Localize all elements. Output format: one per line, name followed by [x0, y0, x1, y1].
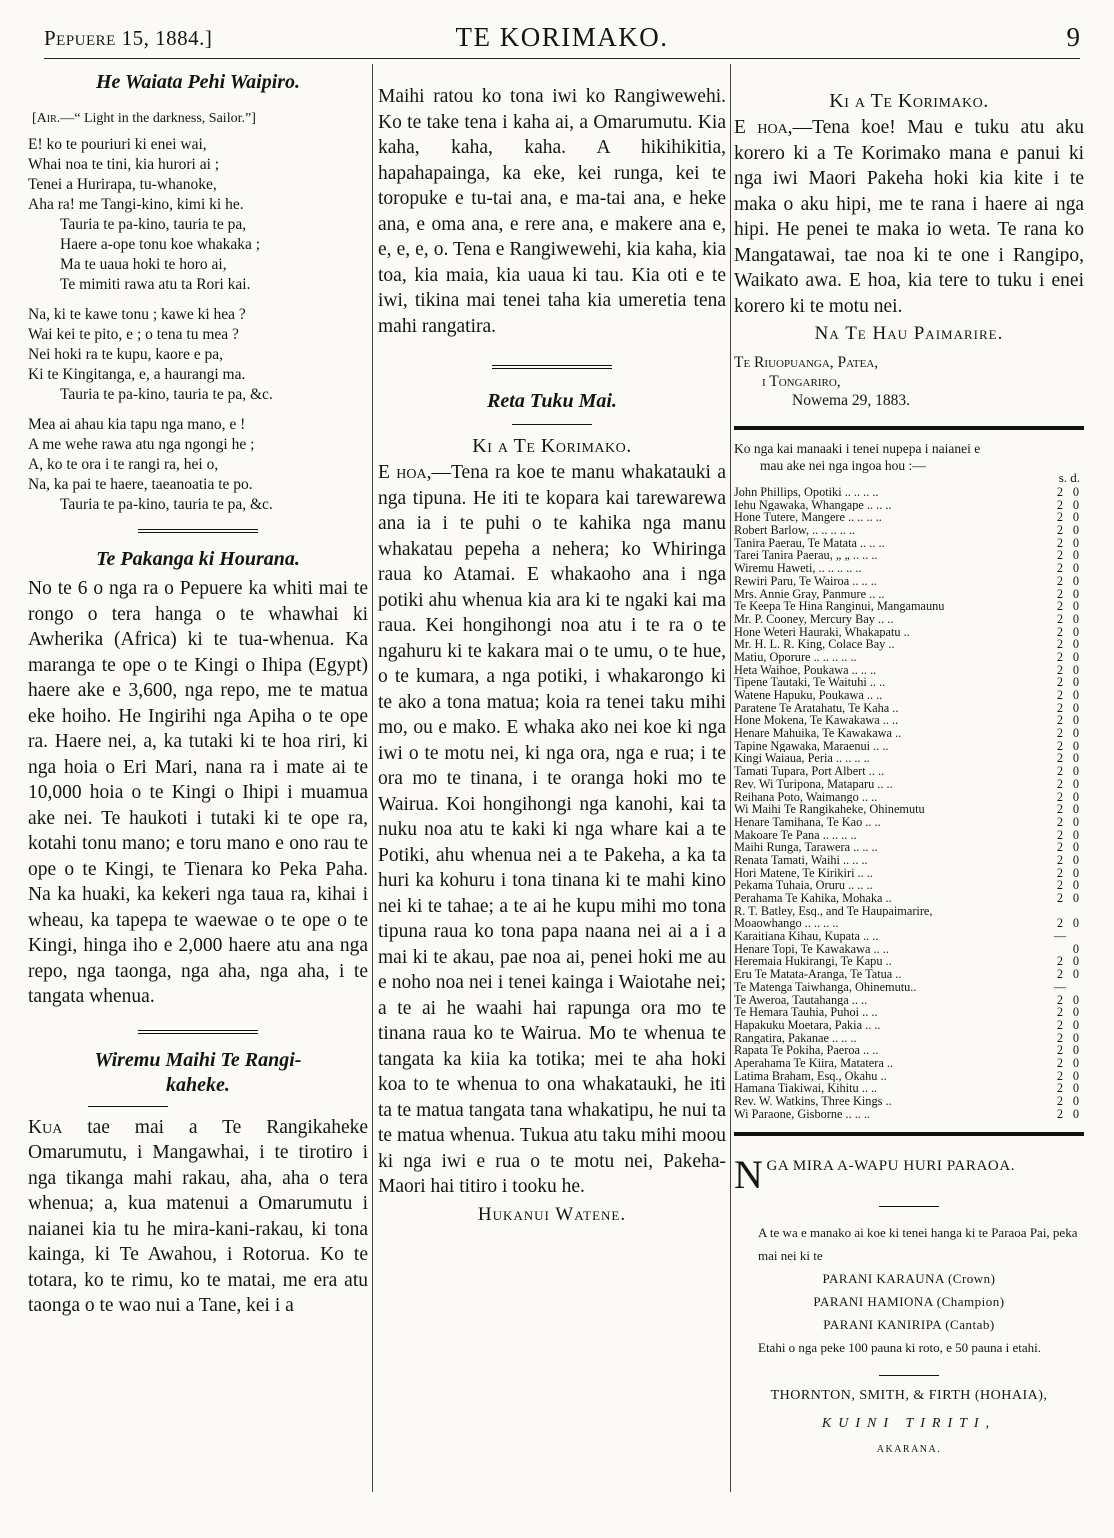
section-rule: [879, 1375, 939, 1376]
pence: 0: [1072, 1055, 1080, 1070]
reta-lead: E hoa,: [378, 462, 432, 483]
address-line-1: Te Riuopuanga, Patea,: [734, 354, 879, 371]
ad-title: [734, 1152, 1084, 1198]
subscriber-row: [734, 511, 1084, 524]
section-rule: [88, 1106, 168, 1107]
wiremu-text-part-1: [28, 1115, 368, 1319]
intro-line-2: mau ake nei nga ingoa hou :—: [760, 458, 926, 473]
verse-line: Mea ai ahau kia tapu nga mano, e !: [28, 416, 246, 433]
intro-line-1: Ko nga kai manaaki i tenei nupepa i naianei e: [734, 441, 981, 456]
pence: 0: [1072, 1106, 1080, 1121]
waiata-title: He Waiata Pehi Waipiro.: [95, 71, 301, 93]
subscriber-name: Latima Braham, Esq., Okahu ..: [734, 1069, 887, 1083]
subscriber-row: [734, 626, 1084, 639]
ad-title-initial: N: [734, 1152, 764, 1198]
shillings: 2: [1056, 1030, 1064, 1045]
subscriber-row: [734, 803, 1084, 816]
verse-line: Wai kei te pito, e ; o tena tu mea ?: [28, 326, 239, 343]
subscriber-name: Maihi Runga, Tarawera .. .. ..: [734, 841, 878, 854]
shillings: 2: [1056, 586, 1064, 601]
ad-city: AKARANA.: [876, 1444, 942, 1456]
header-date: Pepuere 15, 1884.]: [44, 26, 213, 50]
pence: 0: [1072, 814, 1080, 829]
subscriber-name: Wi Paraone, Gisborne .. .. ..: [734, 1107, 871, 1121]
pence: 0: [1072, 1043, 1080, 1058]
reta-signature: Hukanui Watene.: [477, 1203, 627, 1225]
subscriber-row: [734, 981, 1084, 994]
subscriber-row: [734, 968, 1084, 981]
subscriber-row: [734, 892, 1084, 905]
subscriber-name: Rewiri Paru, Te Wairoa .. .. ..: [734, 574, 877, 588]
section-rule: [734, 426, 1084, 430]
verse-line: Whai noa te tini, kia hurori ai ;: [28, 156, 220, 173]
pence: 0: [1072, 827, 1080, 842]
shillings: 2: [1056, 573, 1064, 588]
pence: 0: [1072, 662, 1080, 677]
waiata-verses: [28, 135, 368, 515]
subscriber-row: [734, 791, 1084, 804]
verse-stanza: [28, 305, 368, 405]
pence: 0: [1072, 1094, 1080, 1108]
subscriber-name: Tapine Ngawaka, Maraenui .. ..: [734, 739, 889, 753]
shillings: 2: [1056, 1081, 1064, 1096]
pence: 0: [1072, 1005, 1080, 1020]
subscriber-row: [734, 575, 1084, 588]
subscriber-row: [734, 537, 1084, 550]
subscriber-name: Hori Matene, Te Kirikiri .. ..: [734, 866, 873, 880]
shillings: 2: [1056, 992, 1064, 1007]
shillings: 2: [1056, 637, 1064, 652]
subscriber-row: [734, 613, 1084, 626]
pence: 0: [1072, 840, 1080, 855]
ad-title-text: GA MIRA A-WAPU HURI PARAOA.: [766, 1158, 1016, 1175]
subscriber-row: [734, 917, 1084, 930]
section-rule: [879, 1206, 939, 1207]
pence: 0: [1072, 548, 1080, 563]
subscriber-name: Wi Maihi Te Rangikaheke, Ohinemutu: [734, 803, 925, 816]
subscriber-name: Hone Mokena, Te Kawakawa .. ..: [734, 714, 899, 728]
pence: 0: [1072, 1081, 1080, 1096]
subscriber-row: [734, 740, 1084, 753]
pence: 0: [1072, 802, 1080, 817]
subscriber-name: Mr. H. L. R. King, Colace Bay ..: [734, 638, 895, 651]
reta-body: —Tena ra koe te manu whakatauki a nga tipuna. He iti te kopara kai tarewarewa ana ia i te puhi o te kahika nga manu whakatau pepeha a nehera; ko Whiringa raua ko Atamai. E whakaoho ana i nga potiki ahu whenua kia ara ki te ngaki kai ma raua. Kei hongihongi noa atu i te ra o te ngahuru ki te kakara mai o te umu, o te hue, o te kumara, a nga potiki, i whakarongo ki te ako a tona matua; koia ra tenei taku mihi mo, ou e mako. E whaka ako nei koe ki nga iwi o te motu nei, ki nga ora, nga e rua; i te ora mo te tinana, i te oranga hoki mo te Wairua. Koi hongihongi nga kanohi, kai ta nuku noa atu te kaki ki nga whare kai a te Potiki, ahu whenua nei a te Pakeha, a ka ta huri ka kohuru i tona tinana ki te mahi kino nei ki te tahae; a te ai he kupu mihi mo tona tipuna raua ko tona papa naana nei ai a i a mai ki te akau, pae noa ai, penei hoki me au e noho noa nei i tenei kainga i Waiotahe nei; a te ai he waahi hai rapunga ora mo te tinana raua ko te Wairua. Mo te whenua te tangata ka kiia ka totika; mei te aha hoki koa to te whenua to ona whakatauki, he iti ta te matua tangata tana whakatipu, he nui ta te matua whenua. Tukua atu taku mihi moou ki nga iwi e rua o te motu nei, Pakeha-Maori hai titiro i tooku he.: [378, 462, 726, 1197]
subscriber-name: Mr. P. Cooney, Mercury Bay .. ..: [734, 612, 894, 626]
subscriber-name: Perahama Te Kahika, Mohaka ..: [734, 892, 892, 905]
subscriber-row: [734, 841, 1084, 854]
subscriber-row: [734, 1095, 1084, 1108]
subscriber-name: Karaitiana Kihau, Kupata .. ..: [734, 930, 879, 943]
verse-line: A, ko te ora i te rangi ra, hei o,: [28, 456, 219, 473]
subscriber-name: Eru Te Matata-Aranga, Te Tatua ..: [734, 968, 902, 981]
page-number: 9: [1066, 22, 1080, 52]
chorus-line: Tauria te pa-kino, tauria te pa, &c.: [60, 386, 273, 403]
pence: 0: [1072, 878, 1080, 893]
shillings: 2: [1056, 764, 1064, 779]
subscriber-row: [734, 905, 1084, 918]
subscriber-name: Hone Tutere, Mangere .. .. .. ..: [734, 511, 882, 525]
subscriber-name: Tarei Tanira Paerau, „ „ .. .. ..: [734, 549, 878, 563]
verse-line: A me wehe rawa atu nga ngongi he ;: [28, 436, 255, 453]
subscriber-name: R. T. Batley, Esq., and Te Haupaimarire,: [734, 904, 933, 918]
pence: 0: [1072, 776, 1080, 791]
letter2-address: [734, 353, 1084, 410]
shillings: 2: [1056, 865, 1064, 880]
brand-crown: PARANI KARAUNA (Crown): [822, 1271, 996, 1287]
ad-paragraph-1: A te wa e manako ai koe ki tenei hanga ki te Paraoa Pai, peka mai nei ki te: [758, 1225, 1078, 1264]
subscriber-row: [734, 1057, 1084, 1070]
subscriber-row: [734, 1082, 1084, 1095]
shillings: 2: [1056, 497, 1064, 512]
pence: 0: [1072, 967, 1080, 982]
pence: [1068, 981, 1084, 994]
subscriber-row: [734, 638, 1084, 651]
shillings: 2: [1056, 662, 1064, 677]
subscriber-name: Kingi Waiaua, Peria .. .. .. ..: [734, 752, 870, 766]
shillings: 2: [1056, 700, 1064, 715]
pence: 0: [1072, 954, 1080, 969]
subscriber-name: Makoare Te Pana .. .. .. ..: [734, 828, 857, 842]
subscriber-name: Henare Topi, Te Kawakawa .. ..: [734, 942, 889, 956]
subscriber-row: [734, 955, 1084, 968]
wiremu-title-line-1: Wiremu Maihi Te Rangi-: [94, 1048, 302, 1071]
subscriber-name: Renata Tamati, Waihi .. .. ..: [734, 853, 868, 867]
subscriber-name: Te Keepa Te Hina Ranginui, Mangamaunu: [734, 600, 945, 613]
brand-champion: PARANI HAMIONA (Champion): [813, 1294, 1005, 1310]
subscriber-row: [734, 1070, 1084, 1083]
shillings: 2: [1056, 649, 1064, 664]
pence: 0: [1072, 649, 1080, 664]
pakanga-title: Te Pakanga ki Hourana.: [96, 548, 300, 570]
subscriber-row: [734, 879, 1084, 892]
subscriber-row: [734, 1044, 1084, 1057]
subscriber-name: Aperahama Te Kiira, Matatera ..: [734, 1056, 894, 1070]
reta-text: [378, 460, 726, 1200]
flour-advertisement: [734, 1152, 1084, 1456]
shillings: 2: [1056, 548, 1064, 563]
letter2-body: —Tena koe! Mau e tuku atu aku korero ki a Te Korimako mana e panui ki nga iwi Maori Pakeha hoki kia kite i te maka o aku hipi, me te rana i haere ai nga hipi. He penei te maka io weta. Te rana ko Mangatawai, tae noa ki te one i Rangipo, Waikato awa. E hoa, kia tere to tuku i enei korero ki te motu nei.: [734, 117, 1084, 317]
pence: 0: [1072, 852, 1080, 867]
shillings: 2: [1056, 675, 1064, 690]
subscriber-name: Iehu Ngawaka, Whangape .. .. ..: [734, 498, 892, 512]
shillings: 2: [1056, 1043, 1064, 1058]
verse-line: Aha ra! me Tangi-kino, kimi ki he.: [28, 196, 244, 213]
subscriber-name: Heremaia Hukirangi, Te Kapu ..: [734, 955, 892, 969]
subscriber-name: Hapakuku Moetara, Pakia .. ..: [734, 1018, 881, 1032]
subscriber-name: Hamana Tiakiwai, Kihitu .. ..: [734, 1082, 878, 1095]
subscriber-name: Wiremu Haweti, .. .. .. .. ..: [734, 562, 862, 575]
pakanga-text: No te 6 o nga ra o Pepuere ka whiti mai te rongo o tera hanga o te whawhai ki Awherika (Africa) ki te tua-whenua. Ka maranga te ope o te Kingi o Ihipa (Egypt) haere ake e 3,600, nga repo, me te matua eke hoiho. He Ingirihi nga Apiha o te ope ra. Haere nei, a, ka tutaki ki te hoa riri, ki nga hoia o Eri Mari, nana ra i mate ai te 10,000 hoia o te Kingi o Ihipi i muamua ake nei. Te haukoti i tutaki ki te ope ra, kotahi tonu mano; e toru mano e ono rau te ope o te Kingi, te Tienara ko Peka Paha. Na ka huaki, ka kekeri nga taua ra, kihai i wheau, ka tapepa te waewae o te ope o te Kingi, hinga iho e 2,000 haere atu ana nga repo, nga taonga, nga aha, nga aha, i te tangata whenua.: [28, 578, 368, 1007]
pence: 0: [1072, 700, 1080, 715]
subscriber-name: Paratene Te Aratahatu, Te Kaha ..: [734, 701, 899, 715]
subscriber-name: Robert Barlow, .. .. .. .. ..: [734, 524, 856, 537]
reta-salutation: Ki a Te Korimako.: [472, 435, 632, 457]
air-text: “ Light in the darkness, Sailor.”]: [74, 111, 256, 126]
ad-paragraph-2: Etahi o nga peke 100 pauna ki roto, e 50 pauna i etahi.: [758, 1340, 1042, 1356]
subscriber-row: [734, 524, 1084, 537]
subscriber-row: [734, 816, 1084, 829]
verse-line: E! ko te pouriuri ki enei wai,: [28, 136, 207, 153]
subscriber-row: [734, 752, 1084, 765]
letter2-text: [734, 115, 1084, 319]
pence: 0: [1072, 1030, 1080, 1045]
subscriber-name: Watene Hapuku, Poukawa .. ..: [734, 689, 883, 702]
header-rule: [44, 58, 1080, 59]
wiremu-title: [28, 1048, 368, 1098]
shillings: 2: [1056, 916, 1064, 931]
pence: 0: [1072, 675, 1080, 690]
subscriber-row: [734, 714, 1084, 727]
subscriber-row: [734, 600, 1084, 613]
pence: 0: [1072, 688, 1080, 702]
subscriber-row: [734, 1032, 1084, 1045]
subscriber-name: Matiu, Oporure .. .. .. .. ..: [734, 650, 857, 664]
chorus-line: Te mimiti rawa atu ta Rori kai.: [60, 276, 251, 293]
verse-line: Na, ka pai te haere, taeanoatia te po.: [28, 476, 253, 493]
subscriber-row: [734, 854, 1084, 867]
pence: 0: [1072, 573, 1080, 588]
letter2-signature: Na Te Hau Paimarire.: [814, 323, 1004, 344]
subscriber-name: Rev. Wi Turipona, Mataparu .. ..: [734, 777, 893, 791]
verse-line: Tenei a Hurirapa, tu-whanoke,: [28, 176, 217, 193]
section-separator: [138, 529, 258, 535]
column-3: [734, 86, 1084, 1536]
subscriber-name: Rapata Te Pokiha, Paeroa .. ..: [734, 1044, 879, 1057]
pence: 0: [1072, 941, 1080, 956]
pence: 0: [1072, 764, 1080, 779]
subscribers-intro: [734, 440, 1084, 474]
shillings: 2: [1056, 1017, 1064, 1032]
subscriber-name: Te Matenga Taiwhanga, Ohinemutu..: [734, 980, 917, 994]
letter2-salutation: Ki a Te Korimako.: [829, 90, 989, 112]
subscriber-row: [734, 549, 1084, 562]
section-separator: [492, 365, 612, 371]
shillings: 2: [1056, 954, 1064, 969]
subscriber-row: [734, 664, 1084, 677]
subscriber-row: [734, 689, 1084, 702]
shillings: 2: [1056, 688, 1064, 702]
subscriber-row: [734, 930, 1084, 943]
subscriber-list: [734, 486, 1084, 1120]
pence: 0: [1072, 535, 1080, 550]
section-separator: [138, 1030, 258, 1036]
shillings: 2: [1056, 878, 1064, 893]
subscriber-row: [734, 486, 1084, 499]
subscriber-row: [734, 702, 1084, 715]
shillings: 2: [1056, 485, 1064, 499]
pence: 0: [1072, 599, 1080, 614]
subscriber-row: [734, 588, 1084, 601]
chorus-line: Tauria te pa-kino, tauria te pa,: [60, 216, 247, 233]
pence: 0: [1072, 751, 1080, 766]
page-header: [44, 20, 1080, 50]
shillings: 2: [1056, 624, 1064, 639]
subscriber-row: [734, 1006, 1084, 1019]
subscriber-name: Te Aweroa, Tautahanga .. ..: [734, 993, 868, 1007]
pence: 0: [1072, 865, 1080, 880]
subscriber-row: [734, 1019, 1084, 1032]
shillings: 2: [1056, 713, 1064, 728]
pence: 0: [1072, 611, 1080, 626]
shillings: 2: [1056, 891, 1064, 905]
subscriber-name: Hone Weteri Hauraki, Whakapatu ..: [734, 625, 910, 639]
pence: 0: [1072, 497, 1080, 512]
subscriber-name: Moaowhango .. .. .. ..: [734, 917, 839, 931]
pence: 0: [1072, 891, 1080, 905]
shillings: 2: [1056, 852, 1064, 867]
shillings: 2: [1056, 599, 1064, 614]
shillings: 2: [1056, 510, 1064, 525]
wiremu-lead: Kua: [28, 1116, 63, 1138]
subscriber-name: Mrs. Annie Gray, Panmure .. ..: [734, 587, 885, 601]
shillings: 2: [1056, 1068, 1064, 1083]
shillings: 2: [1056, 1055, 1064, 1070]
shillings: 2: [1056, 751, 1064, 766]
shillings: 2: [1056, 726, 1064, 741]
shillings: 2: [1056, 1094, 1064, 1108]
shillings: 2: [1056, 1106, 1064, 1121]
subscriber-row: [734, 994, 1084, 1007]
subscriber-row: [734, 943, 1084, 956]
column-rule-1: [372, 64, 373, 1492]
column-1: [28, 68, 368, 1508]
ad-firm: THORNTON, SMITH, & FIRTH (HOHAIA),: [770, 1388, 1048, 1404]
pence: 0: [1072, 789, 1080, 804]
wiremu-text-1: tae mai a Te Rangikaheke Omarumutu, i Mangawhai, i te tirotiro i nga tikanga mahi rakau, aha, aha o tera whenua; a, kua matenui a Omarumutu i naianei kia tu he mira-kani-rakau, ki tona kainga, ki Te Awahou, i Rotorua. Ko te totara, ko te rimu, ko te matai, me era atu taonga o te wao nui a Tane, kei i a: [28, 1116, 368, 1316]
pence: 0: [1072, 713, 1080, 728]
subscriber-row: [734, 778, 1084, 791]
newspaper-title: TE KORIMAKO.: [455, 22, 669, 52]
column-2: [378, 84, 726, 1524]
chorus-line: Ma te uaua hoki te horo ai,: [60, 256, 227, 273]
pence: 0: [1072, 1017, 1080, 1032]
verse-stanza: [28, 135, 368, 295]
pence: 0: [1072, 637, 1080, 652]
subscriber-name: Rangatira, Pakanae .. .. ..: [734, 1031, 857, 1045]
shillings: —: [1053, 929, 1067, 944]
air-label: [Air.—: [32, 111, 75, 126]
pence: 0: [1072, 561, 1080, 576]
verse-line: Na, ki te kawe tonu ; kawe ki hea ?: [28, 306, 246, 323]
pence: 0: [1072, 1068, 1080, 1083]
shillings: —: [1053, 979, 1067, 994]
subscriber-row: [734, 499, 1084, 512]
subscriber-name: Tamati Tupara, Port Albert .. ..: [734, 765, 885, 778]
shillings: 2: [1056, 840, 1064, 855]
reta-title: Reta Tuku Mai.: [487, 390, 617, 412]
pence: 0: [1072, 726, 1080, 741]
subscriber-name: Heta Waihoe, Poukawa .. .. ..: [734, 663, 877, 677]
subscriber-row: [734, 676, 1084, 689]
subscriber-row: [734, 829, 1084, 842]
pence: 0: [1072, 586, 1080, 601]
pence: 0: [1072, 523, 1080, 538]
shillings: 2: [1056, 967, 1064, 982]
section-rule: [734, 1132, 1084, 1136]
air-note: [32, 111, 368, 127]
pence: 0: [1072, 485, 1080, 499]
shillings: 2: [1056, 802, 1064, 817]
shillings: 2: [1056, 535, 1064, 550]
subscriber-name: Rev. W. Watkins, Three Kings ..: [734, 1095, 892, 1108]
shillings: 2: [1056, 789, 1064, 804]
subscriber-name: Reihana Poto, Waimango .. ..: [734, 790, 878, 804]
pence: 0: [1072, 624, 1080, 639]
subscriber-name: Te Hemara Tauhia, Puhoi .. ..: [734, 1006, 878, 1019]
ad-street: KUINI TIRITI,: [821, 1416, 997, 1432]
subscriber-name: Tipene Tautaki, Te Waituhi .. ..: [734, 676, 886, 689]
pence: 0: [1072, 992, 1080, 1007]
subscriber-name: John Phillips, Opotiki .. .. .. ..: [734, 486, 879, 499]
subscriber-row: [734, 727, 1084, 740]
pence: [1068, 930, 1084, 943]
chorus-line: Tauria te pa-kino, tauria te pa, &c.: [60, 496, 273, 513]
wiremu-text-part-2: Maihi ratou ko tona iwi ko Rangiwewehi. Ko te take tena i kaha ai, a Omarumutu. Kia kaha, kaha, kaha. A hikihikitia, hapahapainga, ka eke, kei runga, kei te toropuke e tu-tai ana, e ma-tai ana, e heke ana, e oma ana, e rere ana, e makere ana e, e, e, e, o. Tena e Rangiwewehi, kia kaha, kia toa, kia maia, kia uaua ki tau. Kia oti e te iwi, tikina mai tenei taha kia umeretia tena mahi rangatira.: [378, 86, 726, 337]
subscriber-row: [734, 1108, 1084, 1121]
pence: 0: [1072, 916, 1080, 931]
pence: 0: [1072, 510, 1080, 525]
subscriber-name: Henare Mahuika, Te Kawakawa ..: [734, 727, 902, 740]
chorus-line: Haere a-ope tonu koe whakaka ;: [60, 236, 261, 253]
brand-cantab: PARANI KANIRIPA (Cantab): [823, 1317, 995, 1333]
verse-line: Ki te Kingitanga, e, a haurangi ma.: [28, 366, 246, 383]
shillings: 2: [1056, 1005, 1064, 1020]
shillings: 2: [1056, 827, 1064, 842]
wiremu-title-line-2: kaheke.: [166, 1073, 230, 1096]
subscriber-row: [734, 651, 1084, 664]
subscriber-name: Henare Tamihana, Te Kao .. ..: [734, 815, 881, 829]
verse-line: Nei hoki ra te kupu, kaore e pa,: [28, 346, 223, 363]
shillings: 2: [1056, 814, 1064, 829]
address-date: Nowema 29, 1883.: [792, 392, 910, 409]
subscriber-name: Tanira Paerau, Te Matata .. .. ..: [734, 536, 885, 550]
subscriber-row: [734, 765, 1084, 778]
currency-header: s. d.: [1058, 470, 1080, 485]
verse-stanza: [28, 415, 368, 515]
letter2-lead: E hoa,: [734, 117, 793, 138]
address-line-2: i Tongariro,: [762, 373, 841, 390]
shillings: 2: [1056, 776, 1064, 791]
subscriber-row: [734, 562, 1084, 575]
section-rule: [512, 424, 592, 425]
shillings: 2: [1056, 523, 1064, 538]
shillings: 2: [1056, 738, 1064, 753]
subscriber-name: Pekama Tuhaia, Oruru .. .. ..: [734, 879, 873, 892]
subscriber-row: [734, 867, 1084, 880]
shillings: 2: [1056, 561, 1064, 576]
shillings: 2: [1056, 611, 1064, 626]
column-rule-2: [730, 64, 731, 1492]
pence: 0: [1072, 738, 1080, 753]
